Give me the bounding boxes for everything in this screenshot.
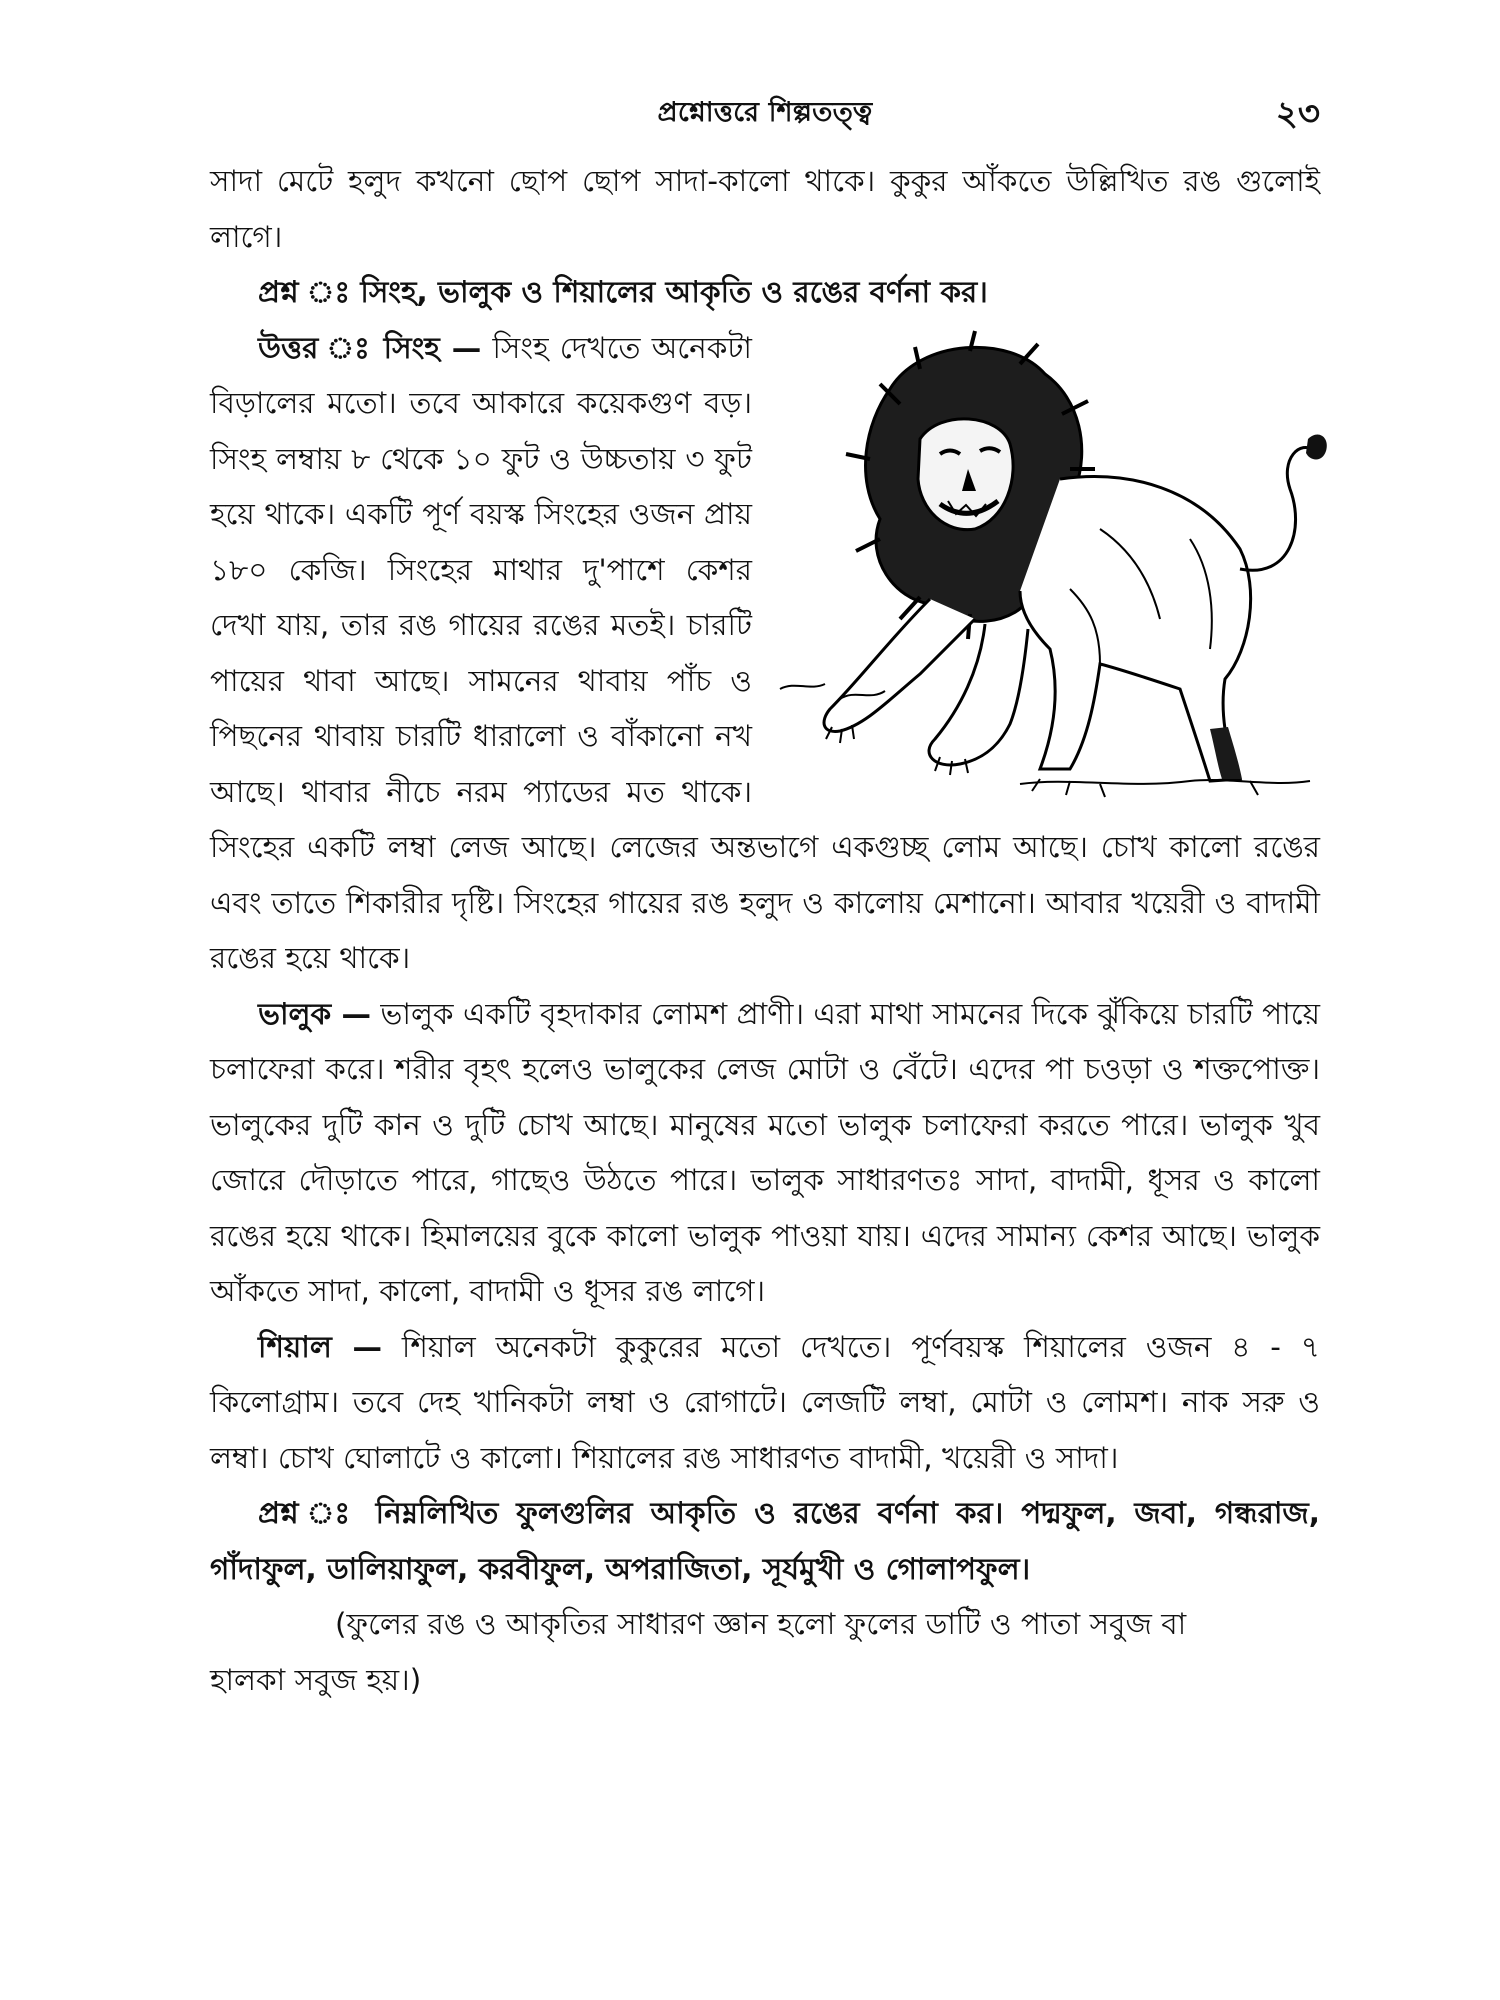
bear-description: ভালুক একটি বৃহদাকার লোমশ প্রাণী। এরা মাথা সামনের দিকে ঝুঁকিয়ে চারটি পায়ে চলাফেরা করে। শরীর বৃহৎ হলেও ভালুকের লেজ মোটা ও বেঁটে। এদের পা চওড়া ও শক্তপোক্ত। ভালুকের দুটি কান ও দুটি চোখ আছে। মানুষের মতো ভালুক চলাফেরা করতে পারে। ভালুক খুব জোরে দৌড়াতে পারে, গাছেও উঠতে পারে। ভালুক সাধারণতঃ সাদা, বাদামী, ধূসর ও কালো রঙের হয়ে থাকে। হিমালয়ের বুকে কালো ভালুক পাওয়া যায়। এদের সামান্য কেশর আছে। ভালুক আঁকতে সাদা, কালো, বাদামী ও ধূসর রঙ লাগে। bbox=[210, 996, 1320, 1308]
fox-heading: শিয়াল — bbox=[258, 1329, 383, 1364]
flower-note-line-1: (ফুলের রঙ ও আকৃতির সাধারণ জ্ঞান হলো ফুলের ডাটি ও পাতা সবুজ বা bbox=[335, 1607, 1187, 1641]
paragraph-lion bbox=[210, 321, 1320, 987]
body-text bbox=[210, 154, 1320, 1708]
lion-heading: উত্তর ঃ সিংহ — bbox=[258, 330, 482, 365]
fox-description: শিয়াল অনেকটা কুকুরের মতো দেখতে। পূর্ণবয়স্ক শিয়ালের ওজন ৪ - ৭ কিলোগ্রাম। তবে দেহ খানিকটা লম্বা ও রোগাটে। লেজটি লম্বা, মোটা ও লোমশ। নাক সরু ও লম্বা। চোখ ঘোলাটে ও কালো। শিয়ালের রঙ সাধারণত বাদামী, খয়েরী ও সাদা। bbox=[210, 1329, 1320, 1475]
bear-heading: ভালুক — bbox=[258, 996, 371, 1031]
lion-description: সিংহ দেখতে অনেকটা বিড়ালের মতো। তবে আকারে কয়েকগুণ বড়। সিংহ লম্বায় ৮ থেকে ১০ ফুট ও উচ্চতায় ৩ ফুট হয়ে থাকে। একটি পূর্ণ বয়স্ক সিংহের ওজন প্রায় ১৮০ কেজি। সিংহের মাথার দু'পাশে কেশর দেখা যায়, তার রঙ গায়ের রঙের মতই। চারটি পায়ের থাবা আছে। সামনের থাবায় পাঁচ ও পিছনের থাবায় চারটি ধারালো ও বাঁকানো নখ আছে। থাবার নীচে নরম প্যাডের মত থাকে। সিংহের একটি লম্বা লেজ আছে। লেজের অন্তভাগে একগুচ্ছ লোম আছে। চোখ কালো রঙের এবং তাতে শিকারীর দৃষ্টি। সিংহের গায়ের রঙ হলুদ ও কালোয় মেশানো। আবার খয়েরী ও বাদামী রঙের হয়ে থাকে। bbox=[210, 330, 1320, 975]
flower-note-line-2: হালকা সবুজ হয়।) bbox=[210, 1662, 422, 1697]
paragraph-bear bbox=[210, 987, 1320, 1320]
paragraph-fox bbox=[210, 1320, 1320, 1487]
lion-illustration bbox=[770, 329, 1330, 809]
question-animals: প্রশ্ন ঃ সিংহ, ভালুক ও শিয়ালের আকৃতি ও রঙের বর্ণনা কর। bbox=[258, 275, 988, 309]
paragraph-dog-continuation: সাদা মেটে হলুদ কখনো ছোপ ছোপ সাদা-কালো থাকে। কুকুর আঁকতে উল্লিখিত রঙ গুলোই লাগে। bbox=[210, 164, 1320, 254]
lion-icon bbox=[770, 329, 1330, 809]
question-flowers: প্রশ্ন ঃ নিম্নলিখিত ফুলগুলির আকৃতি ও রঙের বর্ণনা কর। পদ্মফুল, জবা, গন্ধরাজ, গাঁদাফুল, ডালিয়াফুল, করবীফুল, অপরাজিতা, সূর্যমুখী ও গোলাপফুল। bbox=[210, 1496, 1320, 1586]
page-header bbox=[210, 92, 1320, 136]
page-number: ২৩ bbox=[1275, 94, 1320, 134]
running-head: প্রশ্নোত্তরে শিল্পতত্ত্ব bbox=[657, 97, 873, 128]
